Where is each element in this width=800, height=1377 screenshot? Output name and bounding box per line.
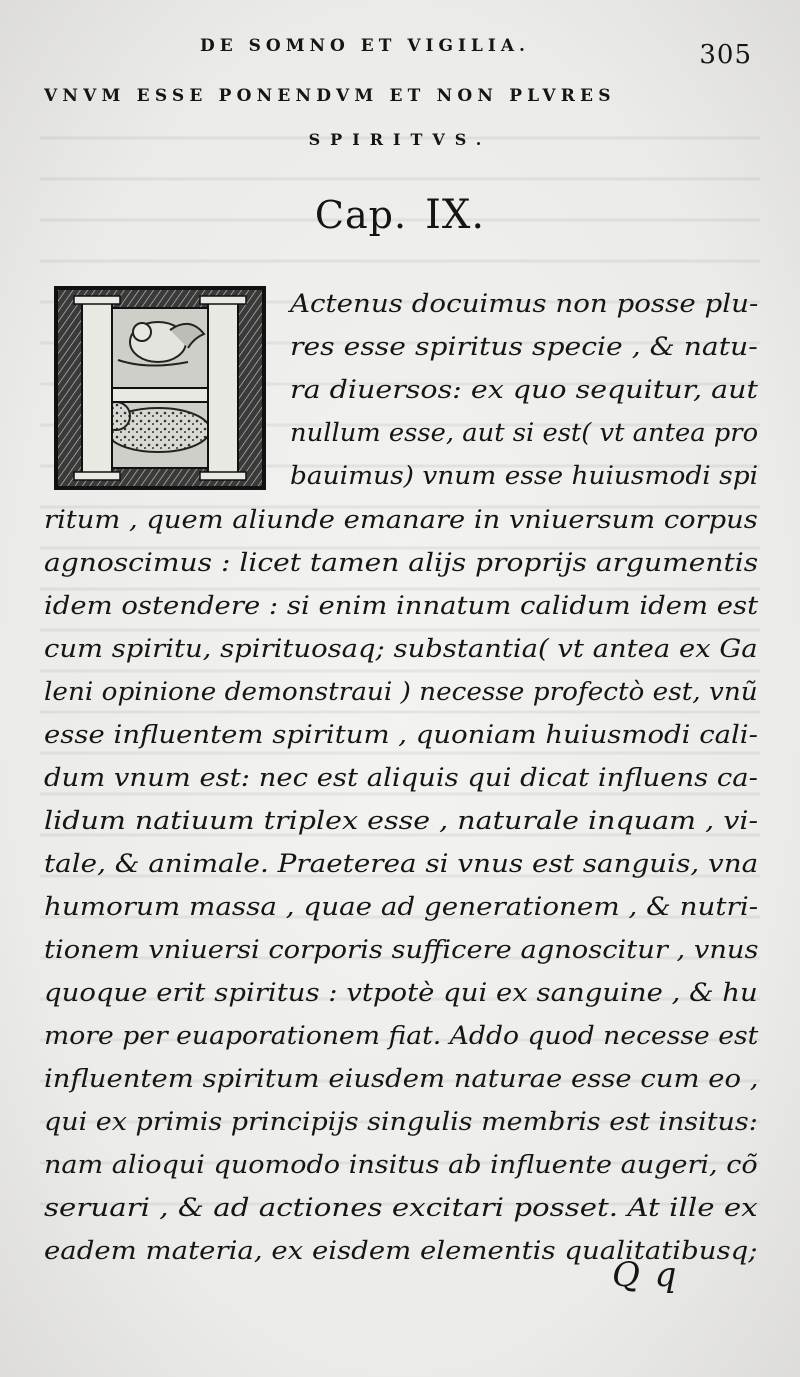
body-line: more per euaporationem fiat. Addo quod necesse est <box>44 1021 759 1051</box>
section-title-line-1: VNVM ESSE PONENDVM ET NON PLVRES <box>44 86 616 106</box>
body-line: quoque erit spiritus : vtpotè qui ex sanguine , & hu <box>44 978 758 1008</box>
body-line: res esse spiritus specie , & natu- <box>290 332 758 362</box>
chapter-number: IX. <box>425 192 486 238</box>
running-head: DE SOMNO ET VIGILIA. <box>200 36 530 56</box>
page-number: 305 <box>699 40 752 70</box>
body-line: seruari , & ad actiones excitari posset. At ille ex <box>44 1193 758 1223</box>
body-line: ra diuersos: ex quo sequitur, aut <box>290 375 758 405</box>
decorated-initial-h <box>54 286 266 490</box>
woodcut-illustration-icon <box>58 290 262 486</box>
body-line: ritum , quem aliunde emanare in vniuersum corpus <box>44 505 758 535</box>
body-line: tionem vniuersi corporis sufficere agnoscitur , vnus <box>44 935 759 965</box>
signature-mark: Q q <box>612 1255 679 1295</box>
body-line: tale, & animale. Praeterea si vnus est sanguis, vna <box>44 849 759 879</box>
body-line: leni opinione demonstraui ) necesse profectò est, vnũ <box>44 677 758 707</box>
section-title-line-2: SPIRITVS. <box>308 130 492 149</box>
body-line: eadem materia, ex eisdem elementis qualitatibusq; <box>44 1236 758 1266</box>
body-line: bauimus) vnum esse huiusmodi spi <box>290 461 759 491</box>
body-line: esse influentem spiritum , quoniam huiusmodi cali- <box>44 720 758 750</box>
body-line: cum spiritu, spirituosaq; substantia( vt antea ex Ga <box>44 634 758 664</box>
body-line: Actenus docuimus non posse plu- <box>290 289 759 319</box>
body-line: humorum massa , quae ad generationem , & nutri- <box>44 892 759 922</box>
body-line: qui ex primis principijs singulis membris est insitus: <box>44 1107 758 1137</box>
body-line: nam alioqui quomodo insitus ab influente augeri, cõ <box>44 1150 758 1180</box>
body-line: dum vnum est: nec est aliquis qui dicat influens ca- <box>44 763 758 793</box>
chapter-heading <box>0 192 800 238</box>
body-line: nullum esse, aut si est( vt antea pro <box>290 418 759 448</box>
body-line: agnoscimus : licet tamen alijs proprijs argumentis <box>44 548 759 578</box>
body-line: influentem spiritum eiusdem naturae esse cum eo , <box>44 1064 759 1094</box>
body-line: idem ostendere : si enim innatum calidum idem est <box>44 591 759 621</box>
body-line: lidum natiuum triplex esse , naturale inquam , vi- <box>44 806 759 836</box>
chapter-label: Cap. <box>314 193 408 237</box>
